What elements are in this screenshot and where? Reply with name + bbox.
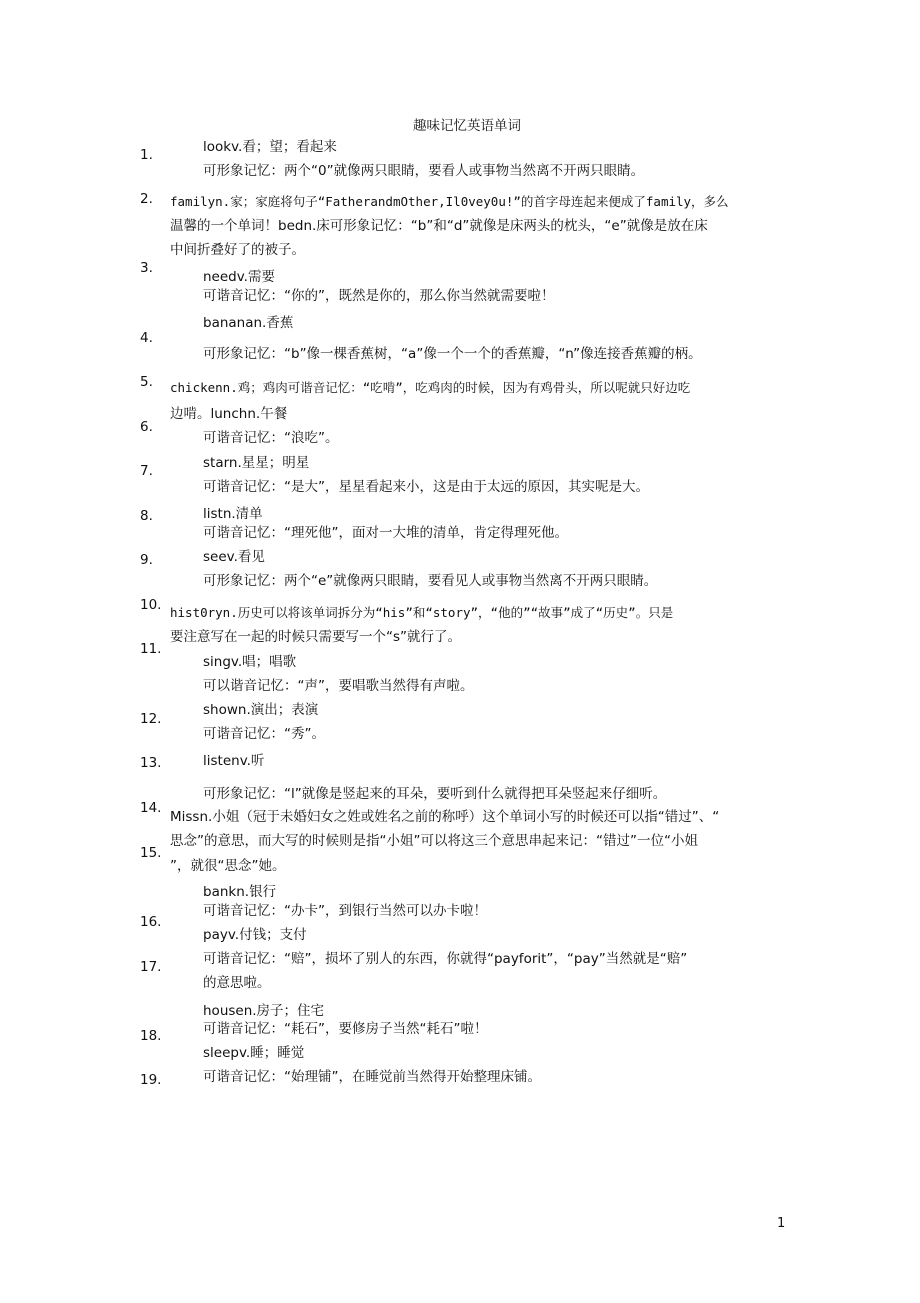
entry-memory-line: 可谐音记忆：“办卡”，到银行当然可以办卡啦！: [203, 903, 487, 919]
entry-text-line: hist0ryn.历史可以将该单词拆分为“his”和“story”，“他的”“故事”成了“历史”。只是: [170, 605, 674, 620]
item-number: 6.: [140, 419, 153, 435]
entry-word-line: bankn.银行: [203, 884, 277, 900]
entry-text-line: Missn.小姐（冠于未婚妇女之姓或姓名之前的称呼）这个单词小写的时候还可以指“错过”、“: [170, 809, 720, 825]
item-number: 2.: [140, 191, 153, 207]
entry-memory-line: 可谐音记忆：“浪吃”。: [203, 430, 339, 446]
item-number: 15.: [140, 845, 162, 861]
item-number: 9.: [140, 552, 153, 568]
entry-memory-line: 可形象记忆：“l”就像是竖起来的耳朵，要听到什么就得把耳朵竖起来仔细听。: [203, 786, 667, 802]
entry-word-line: sleepv.睡；睡觉: [203, 1045, 305, 1061]
entry-text-line: 边啃。lunchn.午餐: [170, 406, 288, 422]
entry-memory-line: 可谐音记忆：“你的”，既然是你的，那么你当然就需要啦！: [203, 288, 555, 304]
entry-memory-line: 可谐音记忆：“始理铺”，在睡觉前当然得开始整理床铺。: [203, 1069, 541, 1085]
entry-word-line: bananan.香蕉: [203, 315, 294, 331]
item-number: 7.: [140, 463, 153, 479]
entry-memory-line: 可形象记忆：两个“e”就像两只眼睛，要看见人或事物当然离不开两只眼睛。: [203, 573, 658, 589]
entry-word-line: listn.清单: [203, 506, 263, 522]
entry-memory-line: 可形象记忆：两个“0”就像两只眼睛，要看人或事物当然离不开两只眼睛。: [203, 163, 645, 179]
item-number: 8.: [140, 508, 153, 524]
entry-word-line: payv.付钱；支付: [203, 927, 307, 943]
item-number: 19.: [140, 1072, 162, 1088]
entry-memory-line: 可谐音记忆：“赔”，损坏了别人的东西，你就得“payforit”，“pay”当然就是“赔”: [203, 951, 688, 967]
entry-text-line: familyn.家；家庭将句子“FatherandmOther,Il0vey0u!”的首字母连起来便成了family，多么: [170, 194, 729, 209]
entry-memory-line: 可谐音记忆：“耗石”，要修房子当然“耗石”啦！: [203, 1021, 488, 1037]
entry-word-line: singv.唱；唱歌: [203, 654, 297, 670]
item-number: 1.: [140, 147, 153, 163]
item-number: 5.: [140, 374, 153, 390]
item-number: 10.: [140, 597, 162, 613]
item-number: 17.: [140, 959, 162, 975]
entry-word-line: listenv.听: [203, 753, 265, 769]
item-number: 4.: [140, 330, 153, 346]
entry-text-line: 思念”的意思，而大写的时候则是指“小姐”可以将这三个意思串起来记：“错过”一位“小姐: [170, 833, 698, 849]
page-number: 1: [777, 1216, 786, 1231]
entry-text-line: 要注意写在一起的时候只需要写一个“s”就行了。: [170, 629, 462, 645]
entry-memory-line: 的意思啦。: [203, 975, 271, 991]
entry-text-line: ”，就很“思念”她。: [170, 858, 286, 874]
entry-word-line: seev.看见: [203, 549, 265, 565]
entry-memory-line: 可谐音记忆：“理死他”，面对一大堆的清单，肯定得理死他。: [203, 525, 568, 541]
entry-text-line: chickenn.鸡；鸡肉可谐音记忆：“吃啃”，吃鸡肉的时候，因为有鸡骨头，所以呢就只好边吃: [170, 380, 691, 395]
item-number: 18.: [140, 1028, 162, 1044]
entry-word-line: shown.演出；表演: [203, 702, 319, 718]
entry-word-line: housen.房子；住宅: [203, 1003, 325, 1019]
entry-word-line: needv.需要: [203, 269, 275, 285]
entry-memory-line: 可以谐音记忆：“声”，要唱歌当然得有声啦。: [203, 678, 474, 694]
page-title: 趣味记忆英语单词: [413, 118, 521, 134]
item-number: 12.: [140, 711, 162, 727]
entry-memory-line: 可谐音记忆：“秀”。: [203, 726, 325, 742]
entry-word-line: lookv.看；望；看起来: [203, 139, 337, 155]
entry-memory-line: 可谐音记忆：“是大”，星星看起来小，这是由于太远的原因，其实呢是大。: [203, 479, 649, 495]
item-number: 11.: [140, 641, 162, 657]
item-number: 16.: [140, 914, 162, 930]
item-number: 3.: [140, 260, 153, 276]
item-number: 14.: [140, 800, 162, 816]
entry-text-line: 温馨的一个单词！bedn.床可形象记忆：“b”和“d”就像是床两头的枕头，“e”就像是放在床: [170, 218, 708, 234]
entry-word-line: starn.星星；明星: [203, 455, 310, 471]
entry-memory-line: 可形象记忆：“b”像一棵香蕉树，“a”像一个一个的香蕉瓣，“n”像连接香蕉瓣的柄。: [203, 346, 702, 362]
entry-text-line: 中间折叠好了的被子。: [170, 242, 305, 258]
item-number: 13.: [140, 755, 162, 771]
